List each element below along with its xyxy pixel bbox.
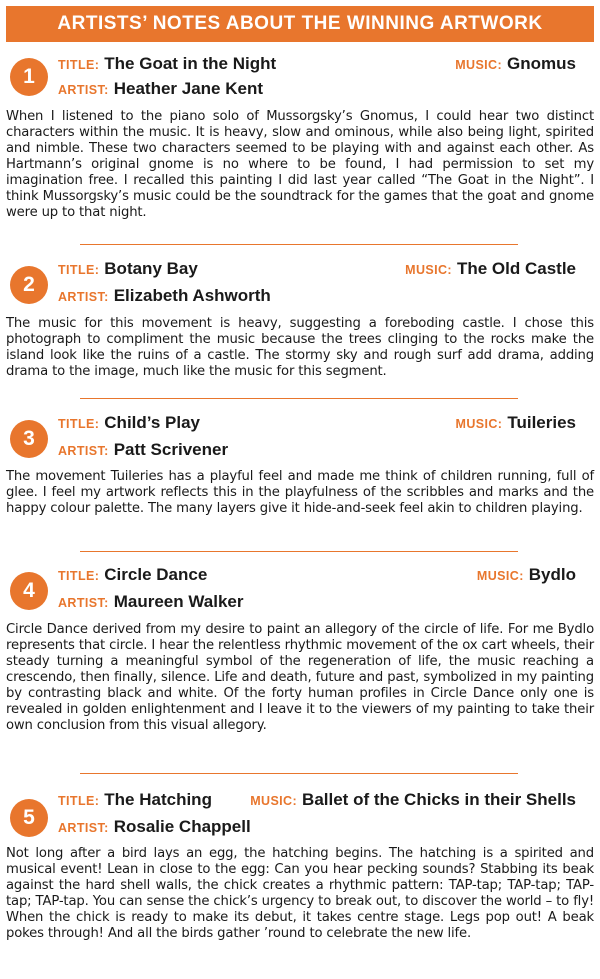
- music-label: MUSIC:: [455, 417, 503, 431]
- artist-label: ARTIST:: [58, 83, 109, 97]
- music-label: MUSIC:: [476, 569, 524, 583]
- entry-title: Botany Bay: [104, 259, 198, 278]
- entry-number-badge: 3: [10, 420, 48, 458]
- entry-artist-line: [58, 440, 576, 464]
- title-label: TITLE:: [58, 794, 100, 808]
- entry-title-line: [58, 790, 576, 814]
- header-title: ARTISTS’ NOTES ABOUT THE WINNING ARTWORK: [57, 13, 543, 34]
- entry-title: The Hatching: [104, 790, 212, 809]
- entry-number-badge: 2: [10, 266, 48, 304]
- entry-artist-line: [58, 286, 576, 310]
- entry-body-text: Not long after a bird lays an egg, the hatching begins. The hatching is a spirited and musical event! Lean in close to the egg: Can you hear pecking sounds? Stabbing its beak against the hard shell walls, the chick creates a rhythmic pattern: TAP-tap; TAP-tap; TAP-tap; TAP-tap. You can sense the chick’s urgency to break out, to discover the world – to fly! When the chick is ready to make its debut, it takes centre stage. Legs pop out! A beak pokes through! And all the birds gather ’round to celebrate the new life.: [6, 846, 594, 941]
- entry-artist-line: [58, 592, 576, 616]
- entry-title: Circle Dance: [104, 565, 208, 584]
- title-label: TITLE:: [58, 58, 100, 72]
- entry-artist: Maureen Walker: [113, 592, 244, 611]
- title-label: TITLE:: [58, 417, 100, 431]
- entry-artist: Elizabeth Ashworth: [113, 286, 271, 305]
- music-label: MUSIC:: [455, 58, 503, 72]
- entry-artist: Heather Jane Kent: [113, 79, 263, 98]
- entry-music: Gnomus: [507, 54, 576, 73]
- artist-label: ARTIST:: [58, 821, 109, 835]
- section-divider: [80, 244, 518, 245]
- entry-artist: Rosalie Chappell: [113, 817, 251, 836]
- title-label: TITLE:: [58, 263, 100, 277]
- artist-label: ARTIST:: [58, 596, 109, 610]
- entry-title: Child’s Play: [104, 413, 201, 432]
- entry-artist-line: [58, 817, 576, 841]
- entry-music: Ballet of the Chicks in their Shells: [302, 790, 576, 809]
- artist-label: ARTIST:: [58, 290, 109, 304]
- entry-title-line: [58, 259, 576, 283]
- entry-body-text: When I listened to the piano solo of Mussorgsky’s Gnomus, I could hear two distinct characters within the music. It is heavy, slow and ominous, while also being light, spirited and nimble. These two characters seemed to be playing with and against each other. As Hartmann’s original gnome is no where to be found, I had permission to set my imagination free. I recalled this painting I did last year called “The Goat in the Night”. I think Mussorgsky’s music could be the soundtrack for the games that the goat and gnome were up to that night.: [6, 109, 594, 220]
- entry-number-badge: 1: [10, 58, 48, 96]
- section-divider: [80, 398, 518, 399]
- title-label: TITLE:: [58, 569, 100, 583]
- entry-title: The Goat in the Night: [104, 54, 277, 73]
- section-divider: [80, 773, 518, 774]
- entry-body-text: The movement Tuileries has a playful feel and made me think of children running, full of glee. I feel my artwork reflects this in the playfulness of the scribbles and marks and the happy colour palette. The many layers give it hide-and-seek feel akin to children playing.: [6, 469, 594, 516]
- entry-number-badge: 4: [10, 572, 48, 610]
- entry-music: Tuileries: [507, 413, 576, 432]
- entry-artist-line: [58, 79, 576, 103]
- entry-music: The Old Castle: [456, 259, 576, 278]
- entry-music: Bydlo: [528, 565, 576, 584]
- section-divider: [80, 551, 518, 552]
- music-label: MUSIC:: [250, 794, 298, 808]
- artist-label: ARTIST:: [58, 444, 109, 458]
- entry-title-line: [58, 54, 576, 78]
- entry-number-badge: 5: [10, 799, 48, 837]
- header-banner: [6, 6, 594, 42]
- entry-title-line: [58, 565, 576, 589]
- entry-artist: Patt Scrivener: [113, 440, 229, 459]
- entry-body-text: The music for this movement is heavy, suggesting a foreboding castle. I chose this photograph to compliment the music because the trees clinging to the rocks make the island look like the ruins of a castle. The stormy sky and rough surf add drama, adding drama to the image, much like the music for this segment.: [6, 316, 594, 379]
- music-label: MUSIC:: [405, 263, 452, 277]
- entry-title-line: [58, 413, 576, 437]
- entry-body-text: Circle Dance derived from my desire to paint an allegory of the circle of life. For me Bydlo represents that circle. I hear the relentless rhythmic movement of the ox cart wheels, their steady turning a meaningful symbol of the regeneration of life, the music reaching a crescendo, then finally, silence. Life and death, future and past, symbolized in my painting by contrasting black and white. Of the forty human profiles in Circle Dance only one is revealed in golden enlightenment and I leave it to the viewers of my painting to take their own conclusion from this visual allegory.: [6, 622, 594, 733]
